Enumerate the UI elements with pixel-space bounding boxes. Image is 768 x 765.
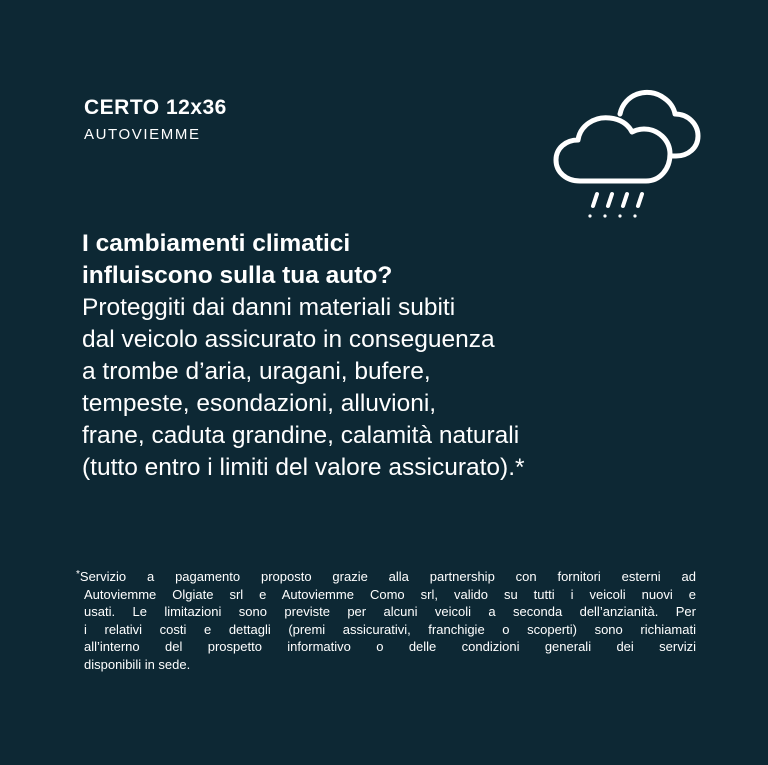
footnote-text: Servizio a pagamento proposto grazie alla partnership con fornitori esterni ad — [79, 569, 696, 584]
headline — [82, 228, 722, 484]
footnote-line: usati. Le limitazioni sono previste per alcuni veicoli a seconda dell’anzianità. Per — [84, 604, 696, 619]
footnote-line: Autoviemme Olgiate srl e Autoviemme Como srl, valido su tutti i veicoli nuovi e — [84, 586, 696, 602]
cloud-rain-icon — [550, 80, 702, 225]
footnote-marker: * — [76, 569, 80, 580]
footnote-line: disponibili in sede. — [84, 656, 191, 672]
brand-title: CERTO 12x36 — [84, 96, 227, 119]
headline-body-line: tempeste, esondazioni, alluvioni, — [82, 390, 437, 417]
headline-body-line: frane, caduta grandine, calamità naturali — [82, 422, 520, 449]
headline-body-line: a trombe d’aria, uragani, bufere, — [82, 358, 431, 385]
headline-body-line: Proteggiti dai danni materiali subiti — [82, 294, 456, 321]
footnote — [76, 566, 696, 673]
headline-question-line: I cambiamenti climatici — [82, 230, 351, 257]
footnote-line: i relativi costi e dettagli (premi assicurativi, franchigie o scoperti) sono richiamati — [84, 621, 696, 637]
footnote-line — [76, 566, 696, 586]
headline-question-line: influiscono sulla tua auto? — [82, 262, 393, 289]
footnote-line: all’interno del prospetto informativo o delle condizioni generali dei servizi — [84, 639, 696, 654]
brand-subtitle: AUTOVIEMME — [84, 126, 201, 143]
headline-body-line: (tutto entro i limiti del valore assicurato).* — [82, 454, 525, 481]
headline-body-line: dal veicolo assicurato in conseguenza — [82, 326, 495, 353]
